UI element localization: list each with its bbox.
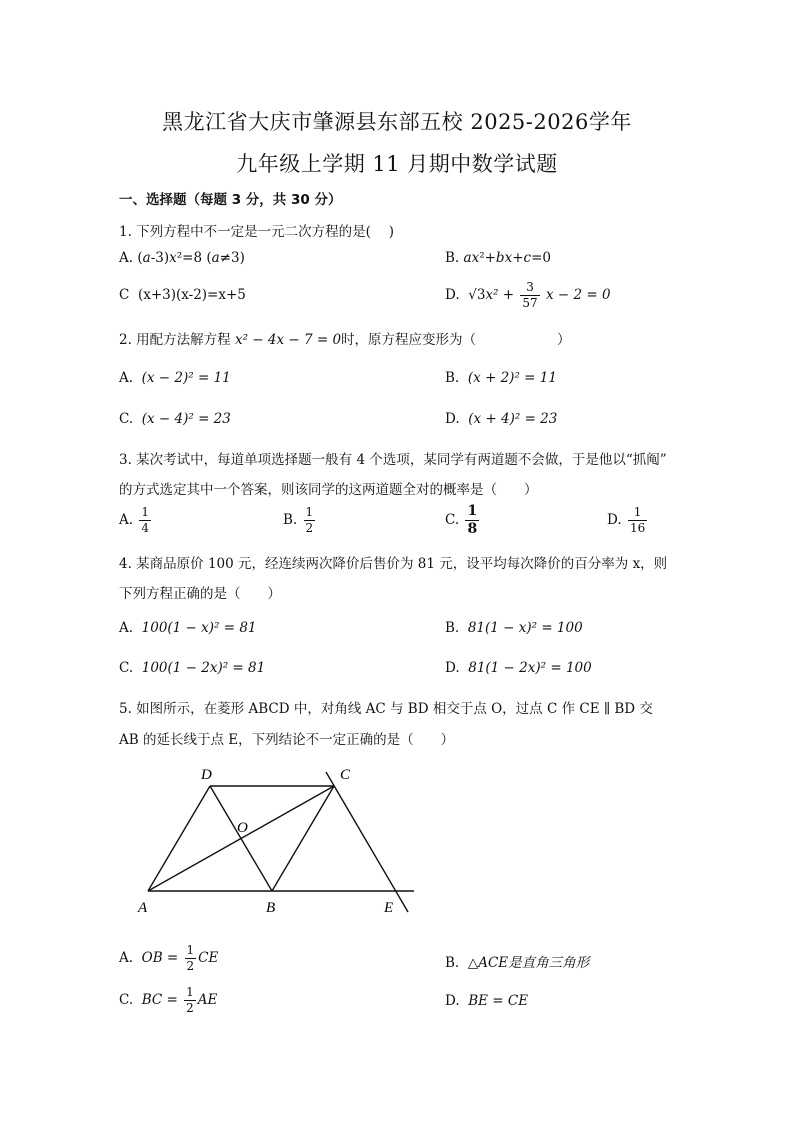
exam-title-line1: 黑龙江省大庆市肇源县东部五校 2025-2026学年: [162, 110, 632, 134]
q5-option-d[interactable]: D. BE = CE: [445, 993, 529, 1009]
label-a: A: [138, 900, 148, 916]
q3-option-d[interactable]: D. $\frac{1}{16}$: [607, 505, 646, 535]
label-o: O: [237, 820, 248, 836]
fraction: $\frac{1}{8}$: [467, 503, 478, 537]
fraction: $\frac{1}{2}$: [186, 943, 195, 973]
q4-option-c[interactable]: C. 100(1 − 2x)² = 81: [119, 660, 266, 676]
label-d: D: [201, 767, 212, 783]
fraction: $\frac{1}{2}$: [305, 505, 314, 535]
label-c: C: [340, 767, 351, 783]
q4-option-d[interactable]: D. 81(1 − 2x)² = 100: [445, 660, 592, 676]
question-2-stem: 2. 用配方法解方程 x² − 4x − 7 = 0时，原方程应变形为（ ）: [119, 332, 571, 348]
q4-option-b[interactable]: B. 81(1 − x)² = 100: [445, 620, 583, 636]
question-5-stem-line2: AB 的延长线于点 E，下列结论不一定正确的是（ ）: [119, 732, 455, 748]
exam-title-line2: 九年级上学期 11 月期中数学试题: [236, 152, 558, 176]
fraction: $\frac{1}{4}$: [141, 505, 149, 535]
q3-option-a[interactable]: A. $\frac{1}{4}$: [119, 505, 149, 535]
segment-ad: [148, 786, 210, 891]
fraction: $\frac{3}{57}$: [522, 280, 538, 310]
fraction: $\frac{1}{16}$: [629, 505, 646, 535]
q2-option-c[interactable]: C. (x − 4)² = 23: [119, 411, 231, 427]
q1-option-d[interactable]: D. √3x² + $\frac{3}{57}$ x − 2 = 0: [445, 280, 611, 310]
question-4-stem-line1: 4. 某商品原价 100 元，经连续两次降价后售价为 81 元，设平均每次降价的百分率为 x，则: [119, 556, 668, 572]
label-b: B: [266, 900, 276, 916]
q5-option-c[interactable]: C. BC = $\frac{1}{2}$ AE: [119, 985, 218, 1015]
segment-cb: [272, 786, 334, 891]
q2-option-d[interactable]: D. (x + 4)² = 23: [445, 411, 558, 427]
q1-option-b[interactable]: B. ax²+bx+c=0: [445, 250, 551, 266]
question-1-stem: 1. 下列方程中不一定是一元二次方程的是( ): [119, 224, 394, 240]
q2-option-a[interactable]: A. (x − 2)² = 11: [119, 370, 231, 386]
question-5-stem-line1: 5. 如图所示，在菱形 ABCD 中，对角线 AC 与 BD 相交于点 O，过点 C 作 CE ∥ BD 交: [119, 701, 653, 717]
q5-option-a[interactable]: A. OB = $\frac{1}{2}$ CE: [119, 943, 219, 973]
question-3-stem-line2: 的方式选定其中一个答案，则该同学的这两道题全对的概率是（ ）: [119, 482, 538, 498]
fraction: $\frac{1}{2}$: [186, 985, 194, 1015]
question-3-stem-line1: 3. 某次考试中，每道单项选择题一般有 4 个选项，某同学有两道题不会做，于是他以“抓阄”: [119, 452, 667, 468]
question-4-stem-line2: 下列方程正确的是（ ）: [119, 586, 281, 602]
q1-option-a[interactable]: A. (a-3)x²=8 (a≠3): [119, 250, 245, 266]
q2-option-b[interactable]: B. (x + 2)² = 11: [445, 370, 557, 386]
section-heading: 一、选择题（每题 3 分，共 30 分）: [119, 192, 342, 208]
q3-option-b[interactable]: B. $\frac{1}{2}$: [283, 505, 314, 535]
label-e: E: [384, 900, 394, 916]
q1-option-c[interactable]: C (x+3)(x-2)=x+5: [119, 287, 246, 303]
q3-option-c[interactable]: C. $\frac{1}{8}$: [445, 503, 478, 537]
diagonal-bd: [210, 786, 272, 891]
q5-option-b[interactable]: B. △ACE是直角三角形: [445, 955, 590, 971]
q4-option-a[interactable]: A. 100(1 − x)² = 81: [119, 620, 257, 636]
